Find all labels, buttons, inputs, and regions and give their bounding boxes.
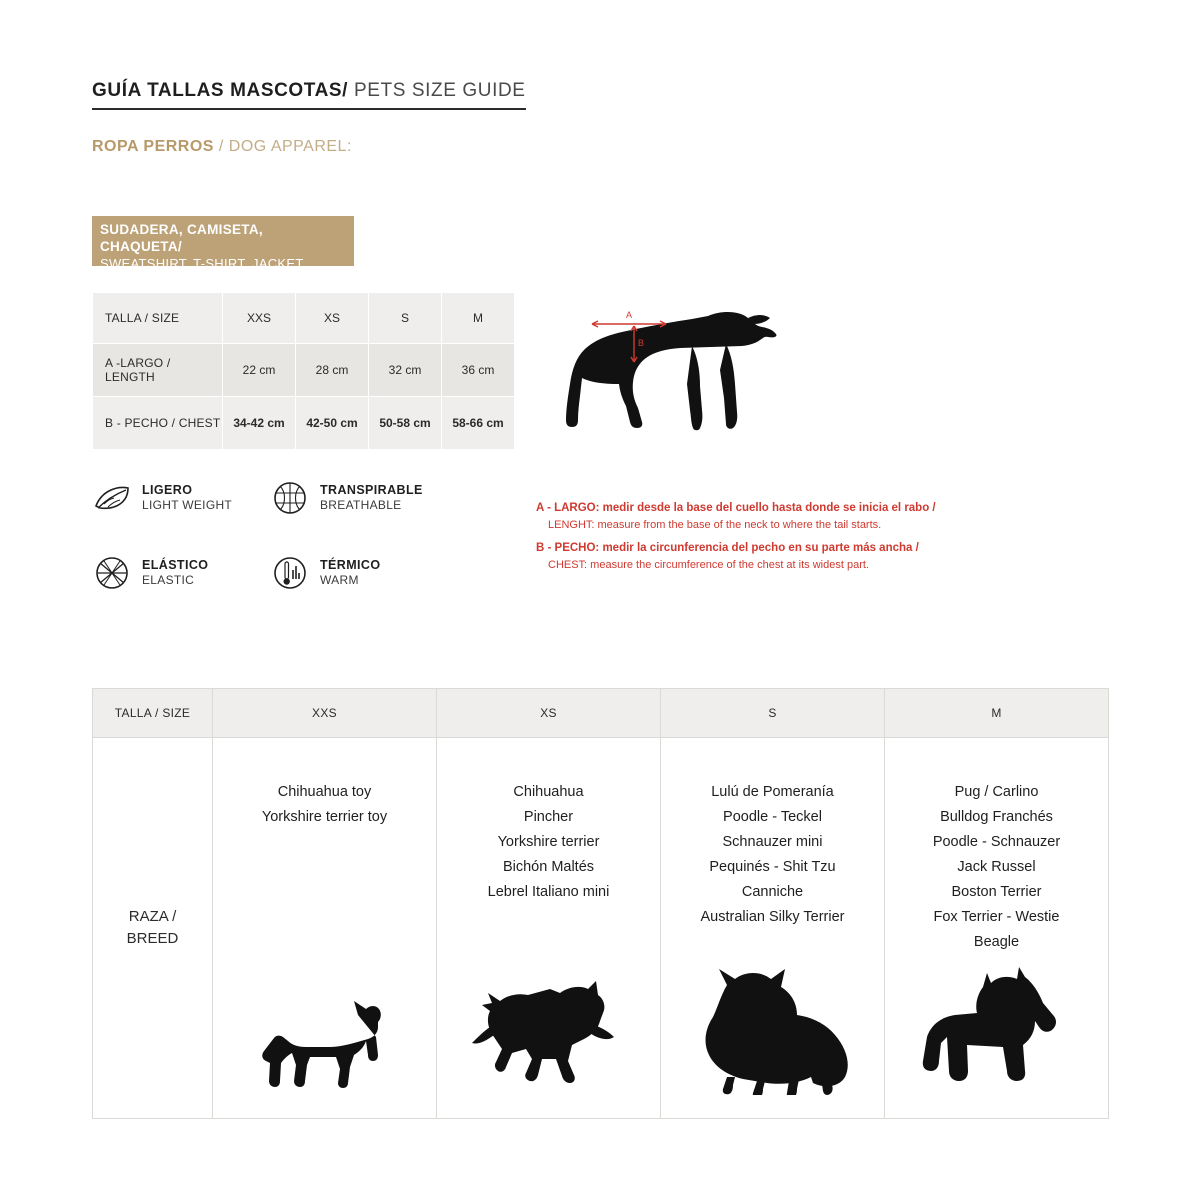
apparel-type-banner-es: SUDADERA, CAMISETA, CHAQUETA/ <box>100 222 263 254</box>
measure-chest-m: 58-66 cm <box>442 397 515 450</box>
table-row <box>93 397 515 450</box>
breed-list-xxs <box>262 780 387 830</box>
breed-cell-xs <box>437 738 661 1119</box>
legend-chest-label: B - PECHO: <box>536 541 600 554</box>
list-item: Boston Terrier <box>951 883 1042 900</box>
feature-light-weight-text <box>142 483 232 512</box>
feature-label-en: BREATHABLE <box>320 498 402 513</box>
breed-table-header-label: TALLA / SIZE <box>93 689 213 738</box>
feature-label-es: ELÁSTICO <box>142 558 209 573</box>
measure-chest-xs: 42-50 cm <box>296 397 369 450</box>
legend-length-es <box>536 500 996 517</box>
chihuahua-silhouette <box>250 985 400 1100</box>
feature-light-weight <box>92 478 232 518</box>
elastic-icon <box>92 553 132 593</box>
mesh-icon <box>270 478 310 518</box>
feature-elastic-text <box>142 558 208 587</box>
breed-table-header-m: M <box>885 689 1109 738</box>
list-item: Poodle - Teckel <box>723 808 822 825</box>
legend-length-text-es: medir desde la base del cuello hasta donde se inicia el rabo / <box>599 502 936 514</box>
feature-warm <box>270 553 380 593</box>
page-title <box>92 80 526 110</box>
list-item: Bulldog Franchés <box>940 808 1053 825</box>
list-item: Pug / Carlino <box>954 784 1039 800</box>
feature-elastic <box>92 553 208 593</box>
dog-side-silhouette <box>566 312 776 430</box>
table-row <box>93 344 515 397</box>
breed-cell-s <box>661 738 885 1119</box>
measure-length-xs: 28 cm <box>296 344 369 397</box>
page-title-en: PETS SIZE GUIDE <box>348 80 526 101</box>
list-item: Beagle <box>973 933 1020 950</box>
measure-table-header-xxs: XXS <box>223 293 296 344</box>
legend-length-label: A - LARGO: <box>536 502 600 514</box>
list-item: Chihuahua toy <box>277 784 372 800</box>
feature-breathable-text <box>320 483 423 512</box>
measure-table-header-s: S <box>369 293 442 344</box>
measure-length-xxs: 22 cm <box>223 344 296 397</box>
measure-row-chest-label: B - PECHO / CHEST <box>93 397 223 450</box>
feature-breathable <box>270 478 423 518</box>
list-item: Pincher <box>523 808 574 825</box>
breed-list-m <box>933 780 1060 955</box>
dog-measurement-diagram <box>530 300 860 450</box>
list-item: Jack Russel <box>957 858 1036 875</box>
pomeranian-silhouette <box>683 965 863 1100</box>
diagram-label-b: B <box>638 338 645 348</box>
list-item: Lulú de Pomeranía <box>711 784 834 800</box>
measure-table-header-xs: XS <box>296 293 369 344</box>
list-item: Chihuahua <box>513 784 584 800</box>
measure-row-length-label: A -LARGO / LENGTH <box>93 344 223 397</box>
section-subtitle-en: / DOG APPAREL: <box>213 138 352 155</box>
small-longhair-dog-silhouette <box>464 975 634 1100</box>
legend-chest-text-es: medir la circunferencia del pecho en su parte más ancha / <box>599 541 919 554</box>
list-item: Fox Terrier - Westie <box>933 908 1060 925</box>
measurement-legend <box>536 500 996 580</box>
table-row <box>93 738 1109 1119</box>
list-item: Poodle - Schnauzer <box>932 833 1061 850</box>
diagram-label-a: A <box>626 310 633 320</box>
apparel-type-banner <box>92 216 354 271</box>
breed-list-s <box>701 780 845 930</box>
measure-table-header-label: TALLA / SIZE <box>93 293 223 344</box>
feature-label-es: TRANSPIRABLE <box>320 483 423 498</box>
bulldog-silhouette <box>907 965 1087 1100</box>
measure-length-s: 32 cm <box>369 344 442 397</box>
breed-row-label-line2: BREED <box>126 930 179 947</box>
breed-table <box>92 688 1109 1119</box>
section-subtitle-es: ROPA PERROS <box>92 138 214 155</box>
measure-length-m: 36 cm <box>442 344 515 397</box>
breed-row-label-line1: RAZA / <box>128 907 177 925</box>
list-item: Yorkshire terrier <box>497 833 600 850</box>
legend-length-en: LENGHT: measure from the base of the neck to where the tail starts. <box>548 519 882 532</box>
list-item: Schnauzer mini <box>722 833 823 850</box>
breed-cell-xxs <box>213 738 437 1119</box>
list-item: Pequinés - Shit Tzu <box>709 858 836 875</box>
breed-table-header-xxs: XXS <box>213 689 437 738</box>
page-title-es: GUÍA TALLAS MASCOTAS/ <box>92 80 349 101</box>
list-item: Australian Silky Terrier <box>700 908 845 925</box>
breed-table-header-s: S <box>661 689 885 738</box>
feature-label-en: WARM <box>320 573 359 588</box>
feature-label-en: ELASTIC <box>142 573 195 588</box>
table-row-header <box>93 689 1109 738</box>
leaf-icon <box>92 478 132 518</box>
list-item: Lebrel Italiano mini <box>487 883 610 900</box>
table-row-header <box>93 293 515 344</box>
list-item: Canniche <box>741 883 804 900</box>
apparel-type-banner-en: SWEATSHIRT, T-SHIRT, JACKET <box>100 255 304 271</box>
legend-chest-en: CHEST: measure the circumference of the chest at its widest part. <box>548 559 869 571</box>
legend-block-chest <box>536 540 996 574</box>
breed-cell-m <box>885 738 1109 1119</box>
measurements-table <box>92 292 515 450</box>
list-item: Bichón Maltés <box>502 858 595 875</box>
measure-chest-s: 50-58 cm <box>369 397 442 450</box>
breed-table-header-xs: XS <box>437 689 661 738</box>
legend-chest-es <box>536 540 996 557</box>
thermometer-icon <box>270 553 310 593</box>
feature-label-en: LIGHT WEIGHT <box>142 498 233 513</box>
breed-row-label <box>93 738 213 1119</box>
measure-chest-xxs: 34-42 cm <box>223 397 296 450</box>
feature-warm-text <box>320 558 380 587</box>
legend-block-length <box>536 500 996 534</box>
section-subtitle <box>92 138 352 156</box>
feature-label-es: LIGERO <box>142 483 193 498</box>
feature-label-es: TÉRMICO <box>320 558 381 573</box>
breed-list-xs <box>488 780 610 905</box>
measure-table-header-m: M <box>442 293 515 344</box>
list-item: Yorkshire terrier toy <box>261 808 388 825</box>
